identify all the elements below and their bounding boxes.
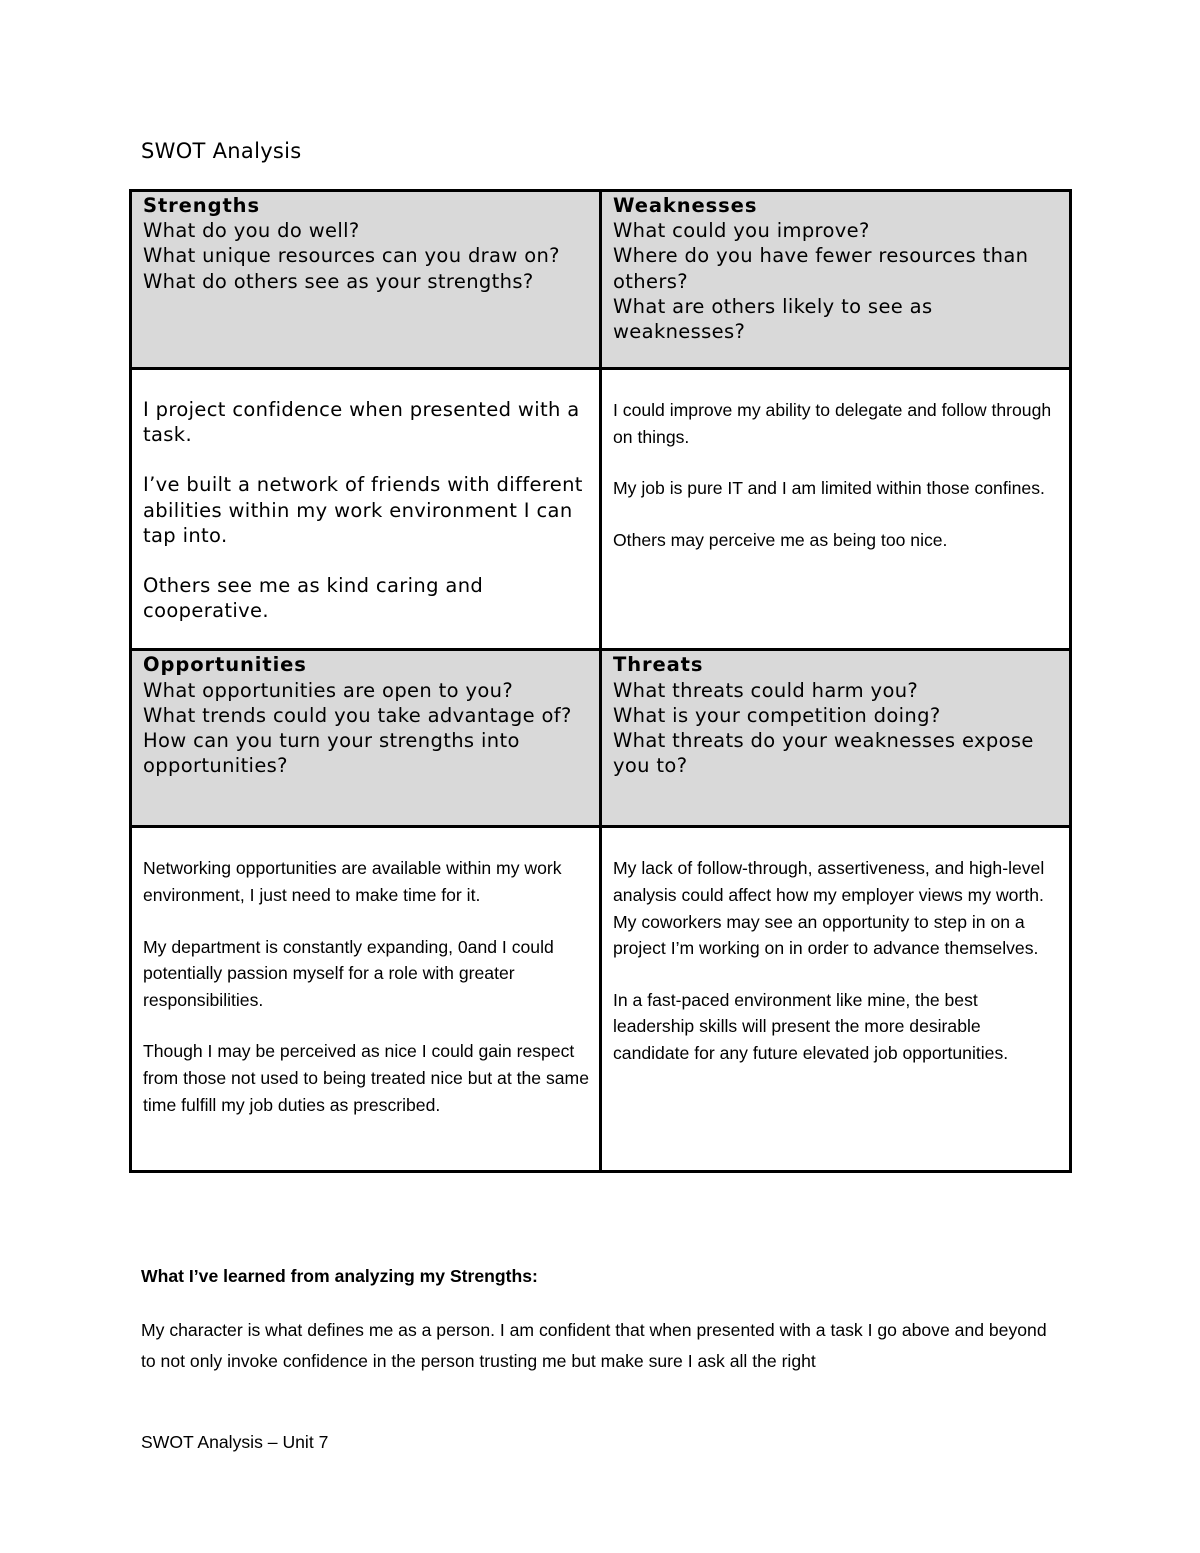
table-row xyxy=(131,369,1071,650)
opportunities-prompt: How can you turn your strengths into opportunities? xyxy=(143,729,520,778)
strengths-answer: I’ve built a network of friends with different abilities within my work environment I can tap into. xyxy=(143,473,583,547)
strengths-prompt-cell xyxy=(131,191,601,369)
strengths-prompt: What unique resources can you draw on? xyxy=(143,244,560,268)
table-row xyxy=(131,650,1071,827)
strengths-prompt: What do others see as your strengths? xyxy=(143,269,534,293)
weaknesses-prompt: What are others likely to see as weaknesses? xyxy=(613,294,933,344)
weaknesses-answer: I could improve my ability to delegate and follow through on things. xyxy=(613,400,1052,447)
threats-heading: Threats xyxy=(613,653,704,677)
opportunities-answer: My department is constantly expanding, 0and I could potentially passion myself for a role with greater responsibilities. xyxy=(143,936,554,1010)
strengths-answer: I project confidence when presented with a task. xyxy=(143,398,580,447)
weaknesses-answer: My job is pure IT and I am limited within those confines. xyxy=(613,478,1045,499)
weaknesses-answer: Others may perceive me as being too nice. xyxy=(613,529,948,550)
opportunities-prompt-cell xyxy=(131,650,601,827)
threats-prompt: What is your competition doing? xyxy=(613,703,941,727)
strengths-heading: Strengths xyxy=(143,194,260,217)
strengths-answer-cell xyxy=(131,369,601,650)
page-title: SWOT Analysis xyxy=(141,139,302,163)
threats-answer: In a fast-paced environment like mine, the best leadership skills will present the more desirable candidate for any future elevated job opportunities. xyxy=(613,989,1009,1063)
threats-prompt-cell xyxy=(601,650,1071,827)
table-row xyxy=(131,827,1071,1172)
weaknesses-prompt-cell xyxy=(601,191,1071,369)
strengths-prompt: What do you do well? xyxy=(143,219,360,243)
threats-prompt: What threats do your weaknesses expose you to? xyxy=(613,729,1034,778)
threats-answer: My lack of follow-through, assertiveness, and high-level analysis could affect how my employer views my worth. xyxy=(613,858,1045,906)
opportunities-answer-cell xyxy=(131,827,601,1172)
swot-table xyxy=(129,189,1072,1173)
opportunities-answer: Networking opportunities are available within my work environment, I just need to make time for it. xyxy=(143,858,562,906)
opportunities-heading: Opportunities xyxy=(143,653,307,677)
opportunities-answer: Though I may be perceived as nice I could gain respect from those not used to being treated nice but at the same time fulfill my job duties as prescribed. xyxy=(143,1041,589,1115)
reflection-heading: What I’ve learned from analyzing my Strengths: xyxy=(141,1266,538,1286)
threats-answer: My coworkers may see an opportunity to step in on a project I’m working on in order to advance themselves. xyxy=(613,911,1039,959)
threats-answer-cell xyxy=(601,827,1071,1172)
weaknesses-answer-cell xyxy=(601,369,1071,650)
page-footer: SWOT Analysis – Unit 7 xyxy=(141,1432,329,1452)
opportunities-prompt: What trends could you take advantage of? xyxy=(143,703,572,727)
threats-prompt: What threats could harm you? xyxy=(613,678,919,702)
strengths-answer: Others see me as kind caring and cooperative. xyxy=(143,574,484,623)
weaknesses-prompt: Where do you have fewer resources than others? xyxy=(613,244,1029,293)
weaknesses-prompt: What could you improve? xyxy=(613,219,870,243)
table-row xyxy=(131,191,1071,369)
weaknesses-heading: Weaknesses xyxy=(613,194,758,217)
reflection-text: My character is what defines me as a person. I am confident that when presented with a task I go above and beyond to not only invoke confidence in the person trusting me but make sure I ask all the right xyxy=(141,1320,1047,1371)
opportunities-prompt: What opportunities are open to you? xyxy=(143,678,514,702)
